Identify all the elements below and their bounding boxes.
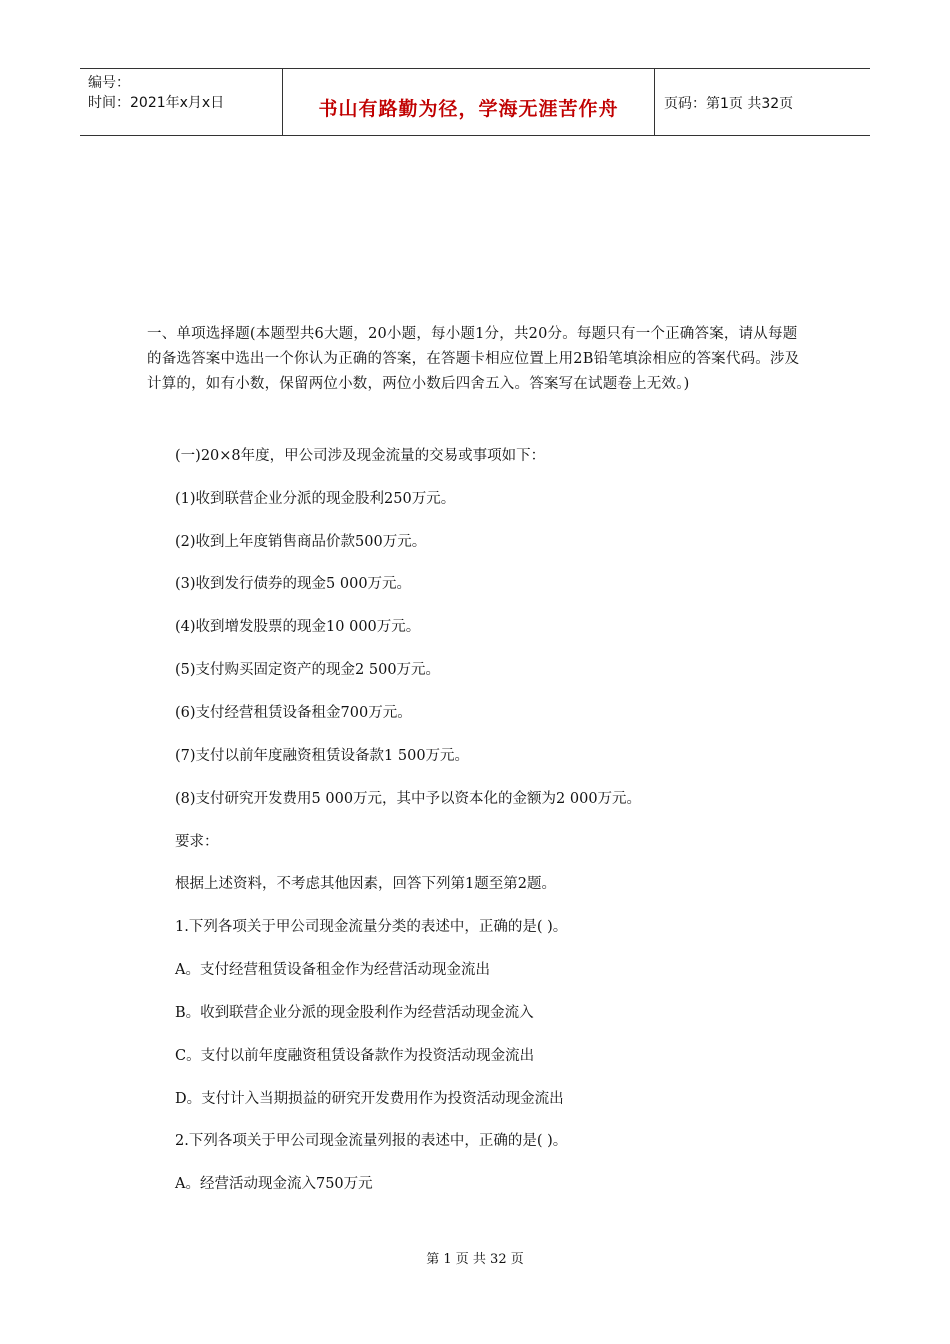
date-label: 时间：2021年x月x日: [88, 95, 225, 111]
list-item: (1)收到联营企业分派的现金股利250万元。: [175, 491, 456, 507]
option-c: C。支付以前年度融资租赁设备款作为投资活动现金流出: [175, 1048, 535, 1064]
document-body: [147, 322, 807, 397]
list-item: (6)支付经营租赁设备租金700万元。: [175, 705, 412, 721]
list-item: (3)收到发行债券的现金5 000万元。: [175, 576, 412, 592]
question-2: 2.下列各项关于甲公司现金流量列报的表述中，正确的是( )。: [175, 1133, 568, 1149]
list-item: (8)支付研究开发费用5 000万元，其中予以资本化的金额为2 000万元。: [175, 791, 642, 807]
option-a: A。支付经营租赁设备租金作为经营活动现金流出: [175, 962, 490, 978]
option-a: A。经营活动现金流入750万元: [175, 1176, 373, 1192]
question-1: 1.下列各项关于甲公司现金流量分类的表述中，正确的是( )。: [175, 919, 568, 935]
header-motto: 书山有路勤为径，学海无涯苦作舟: [282, 69, 655, 135]
page-footer: 第 1 页 共 32 页: [426, 1252, 524, 1267]
option-d: D。支付计入当期损益的研究开发费用作为投资活动现金流出: [175, 1091, 564, 1107]
list-item: (4)收到增发股票的现金10 000万元。: [175, 619, 421, 635]
list-item: (7)支付以前年度融资租赁设备款1 500万元。: [175, 748, 470, 764]
header-meta: [80, 69, 282, 135]
serial-number-label: 编号：: [88, 75, 130, 91]
list-item: (2)收到上年度销售商品价款500万元。: [175, 534, 427, 550]
list-item: (5)支付购买固定资产的现金2 500万元。: [175, 662, 441, 678]
header-page-info: 页码：第1页 共32页: [664, 96, 794, 112]
document-header: [80, 68, 870, 136]
case-description: (一)20×8年度，甲公司涉及现金流量的交易或事项如下：: [175, 448, 546, 464]
section-intro: 一、单项选择题(本题型共6大题，20小题，每小题1分，共20分。每题只有一个正确答案，请从每题的备选答案中选出一个你认为正确的答案，在答题卡相应位置上用2B铅笔填涂相应的答案代码。涉及计算的，如有小数，保留两位小数，两位小数后四舍五入。答案写在试题卷上无效。): [147, 326, 800, 392]
instruction-text: 根据上述资料，不考虑其他因素，回答下列第1题至第2题。: [175, 876, 556, 892]
requirement-label: 要求：: [175, 834, 219, 850]
option-b: B。收到联营企业分派的现金股利作为经营活动现金流入: [175, 1005, 534, 1021]
